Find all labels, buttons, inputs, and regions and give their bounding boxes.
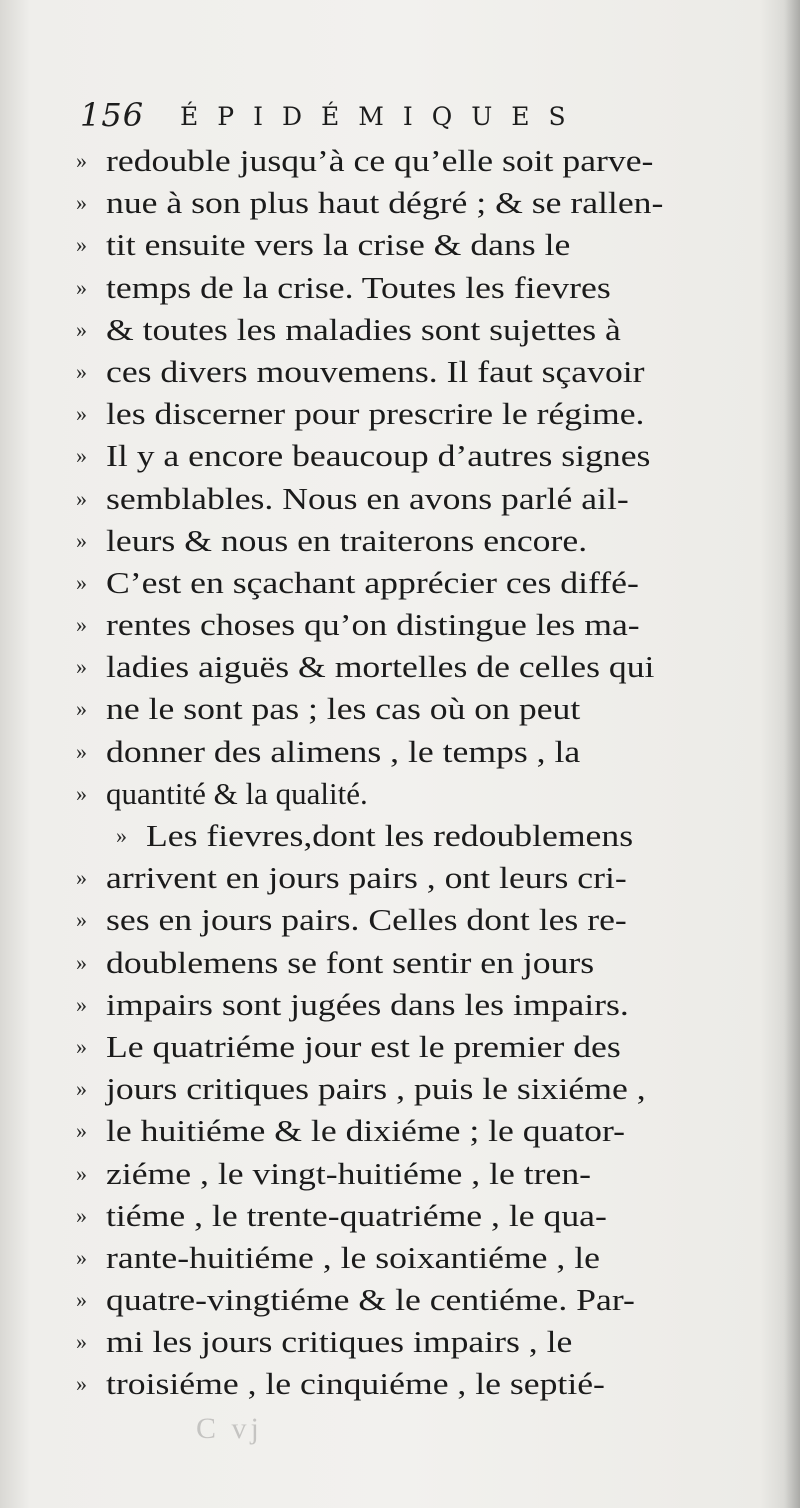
text-line [76,1321,716,1363]
text-line [76,478,716,520]
line-text: redouble jusqu’à ce qu’elle soit parve- [106,143,654,178]
quote-mark: » [76,991,87,1017]
line-text: nue à son plus haut dégré ; & se rallen- [106,185,664,221]
text-line [76,688,716,730]
text-line [76,984,716,1026]
text-line [76,224,716,266]
line-text: temps de la crise. Toutes les fievres [106,269,611,305]
quote-mark: » [76,696,87,722]
line-text: Le quatriéme jour est le premier des [106,1028,621,1064]
quote-mark: » [76,232,87,258]
text-line [76,731,716,773]
line-text: ces divers mouvemens. Il faut sçavoir [106,353,645,389]
line-text: Il y a encore beaucoup d’autres signes [106,438,651,474]
line-text: doublemens se font sentir en jours [106,944,595,980]
text-line [76,267,716,309]
text-line [76,1363,716,1405]
line-text: quatre-vingtiéme & le centiéme. Par- [106,1282,635,1318]
spine-shadow [784,0,800,1508]
quote-mark: » [76,527,87,553]
text-line [76,1195,716,1237]
quote-mark: » [76,1033,87,1059]
line-text: ziéme , le vingt-huitiéme , le tren- [106,1155,592,1191]
line-text: quantité & la qualité. [106,775,368,811]
quote-mark: » [76,907,87,933]
text-line [76,857,716,899]
quote-mark: » [76,358,87,384]
line-text: mi les jours critiques impairs , le [106,1324,573,1360]
page-number: 156 [80,96,145,134]
quote-mark: » [76,401,87,427]
text-line [76,773,716,815]
text-line [76,1237,716,1279]
quote-mark: » [76,1076,87,1102]
line-text: le huitiéme & le dixiéme ; le quator- [106,1113,626,1149]
text-line [76,393,716,435]
line-text: Les fievres,dont les redoublemens [146,818,634,853]
quote-mark: » [76,443,87,469]
line-text: donner des alimens , le temps , la [106,733,581,769]
page-header [80,96,700,140]
quote-mark: » [76,780,87,806]
running-head: ÉPIDÉMIQUES [180,102,585,131]
line-text: ladies aiguës & mortelles de celles qui [106,649,655,685]
line-text: rante-huitiéme , le soixantiéme , le [106,1239,600,1275]
line-text: jours critiques pairs , puis le sixiéme , [106,1071,646,1107]
text-line [76,1068,716,1110]
line-text: rentes choses qu’on distingue les ma- [106,607,640,643]
line-text: semblables. Nous en avons parlé ail- [106,480,629,516]
line-text: arrivent en jours pairs , ont leurs cri- [106,860,627,896]
line-text: tit ensuite vers la crise & dans le [106,227,571,263]
quote-mark: » [76,612,87,638]
line-text: & toutes les maladies sont sujettes à [106,311,621,347]
text-line [76,1110,716,1152]
line-text: tiéme , le trente-quatriéme , le qua- [106,1197,607,1233]
text-line [76,182,716,224]
quote-mark: » [76,148,87,173]
text-line [76,1279,716,1321]
text-line [76,815,716,857]
quote-mark: » [76,1371,87,1397]
text-line [76,351,716,393]
text-line [76,942,716,984]
line-text: leurs & nous en traiterons encore. [106,522,588,558]
text-line [76,309,716,351]
text-line [76,140,716,182]
quote-mark: » [76,738,87,764]
quote-mark: » [76,1287,87,1313]
text-line [76,562,716,604]
text-line [76,520,716,562]
quote-mark: » [76,569,87,595]
line-text: ses en jours pairs. Celles dont les re- [106,902,627,938]
quote-mark: » [76,1202,87,1228]
text-line [76,435,716,477]
quote-mark: » [76,1329,87,1355]
line-text: ne le sont pas ; les cas où on peut [106,691,581,727]
quote-mark: » [76,485,87,511]
quote-mark: » [76,949,87,975]
line-text: les discerner pour prescrire le régime. [106,396,645,432]
quote-mark: » [76,274,87,300]
quote-mark: » [76,865,87,891]
quote-mark: » [76,1118,87,1144]
quote-mark: » [116,823,127,848]
signature-mark: C vj [196,1412,263,1445]
line-text: C’est en sçachant apprécier ces diffé- [106,564,639,600]
quote-mark: » [76,316,87,342]
text-line [76,604,716,646]
quote-mark: » [76,190,87,216]
text-line [76,646,716,688]
quote-mark: » [76,654,87,680]
quote-mark: » [76,1244,87,1270]
line-text: impairs sont jugées dans les impairs. [106,986,629,1022]
text-line [76,899,716,941]
text-line [76,1153,716,1195]
line-text: troisiéme , le cinquiéme , le septié- [106,1366,605,1402]
text-line [76,1026,716,1068]
body-text [76,140,716,1406]
quote-mark: » [76,1160,87,1186]
